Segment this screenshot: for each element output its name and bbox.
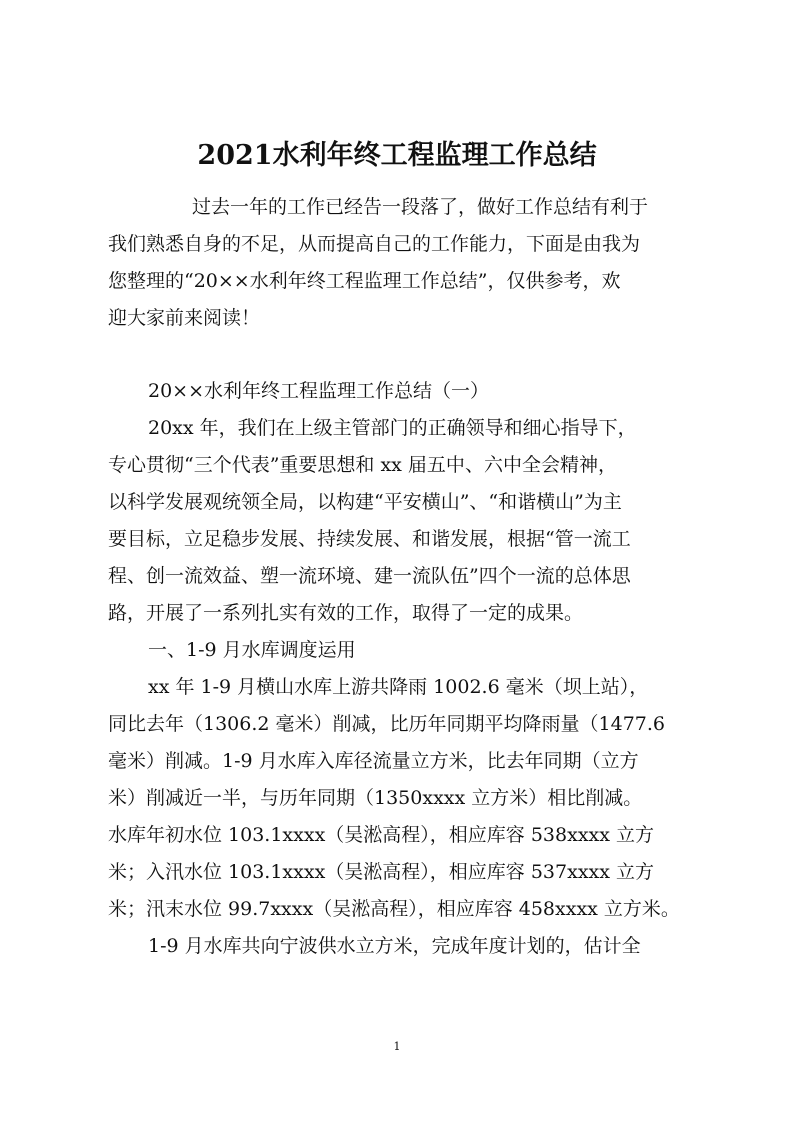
paragraph-line: 米；入汛水位 103.1xxxx（吴淞高程），相应库容 537xxxx 立方: [108, 861, 655, 883]
section-heading: 20××水利年终工程监理工作总结（一）: [148, 380, 490, 402]
intro-line: 过去一年的工作已经告一段落了，做好工作总结有利于: [192, 196, 649, 218]
paragraph-line: 米）削减近一半，与历年同期（1350xxxx 立方米）相比削减。: [108, 787, 643, 809]
document-title: 2021水利年终工程监理工作总结: [197, 140, 597, 171]
paragraph-line: 路，开展了一系列扎实有效的工作，取得了一定的成果。: [108, 602, 584, 624]
subheading: 一、1-9 月水库调度运用: [148, 639, 356, 661]
paragraph-line: 米；汛末水位 99.7xxxx（吴淞高程），相应库容 458xxxx 立方米。: [108, 898, 680, 920]
paragraph-line: 专心贯彻“三个代表”重要思想和 xx 届五中、六中全会精神，: [108, 454, 617, 476]
intro-line: 您整理的“20××水利年终工程监理工作总结”，仅供参考，欢: [108, 270, 621, 292]
paragraph-line: 以科学发展观统领全局，以构建“平安横山”、“和谐横山”为主: [108, 491, 622, 513]
paragraph-line: 1-9 月水库共向宁波供水立方米，完成年度计划的，估计全: [148, 935, 641, 957]
intro-line: 迎大家前来阅读！: [108, 307, 261, 329]
intro-line: 我们熟悉自身的不足，从而提高自己的工作能力，下面是由我为: [108, 233, 641, 255]
paragraph-line: xx 年 1-9 月横山水库上游共降雨 1002.6 毫米（坝上站），: [148, 676, 649, 698]
paragraph-line: 同比去年（1306.2 毫米）削减，比历年同期平均降雨量（1477.6: [108, 713, 666, 735]
paragraph-line: 要目标，立足稳步发展、持续发展、和谐发展，根据“管一流工: [108, 528, 631, 550]
paragraph-line: 水库年初水位 103.1xxxx（吴淞高程），相应库容 538xxxx 立方: [108, 824, 655, 846]
page-number: 1: [393, 1040, 401, 1053]
paragraph-line: 20xx 年，我们在上级主管部门的正确领导和细心指导下，: [148, 417, 637, 439]
paragraph-line: 程、创一流效益、塑一流环境、建一流队伍”四个一流的总体思: [108, 565, 631, 587]
paragraph-line: 毫米）削减。1-9 月水库入库径流量立方米，比去年同期（立方: [108, 750, 639, 772]
